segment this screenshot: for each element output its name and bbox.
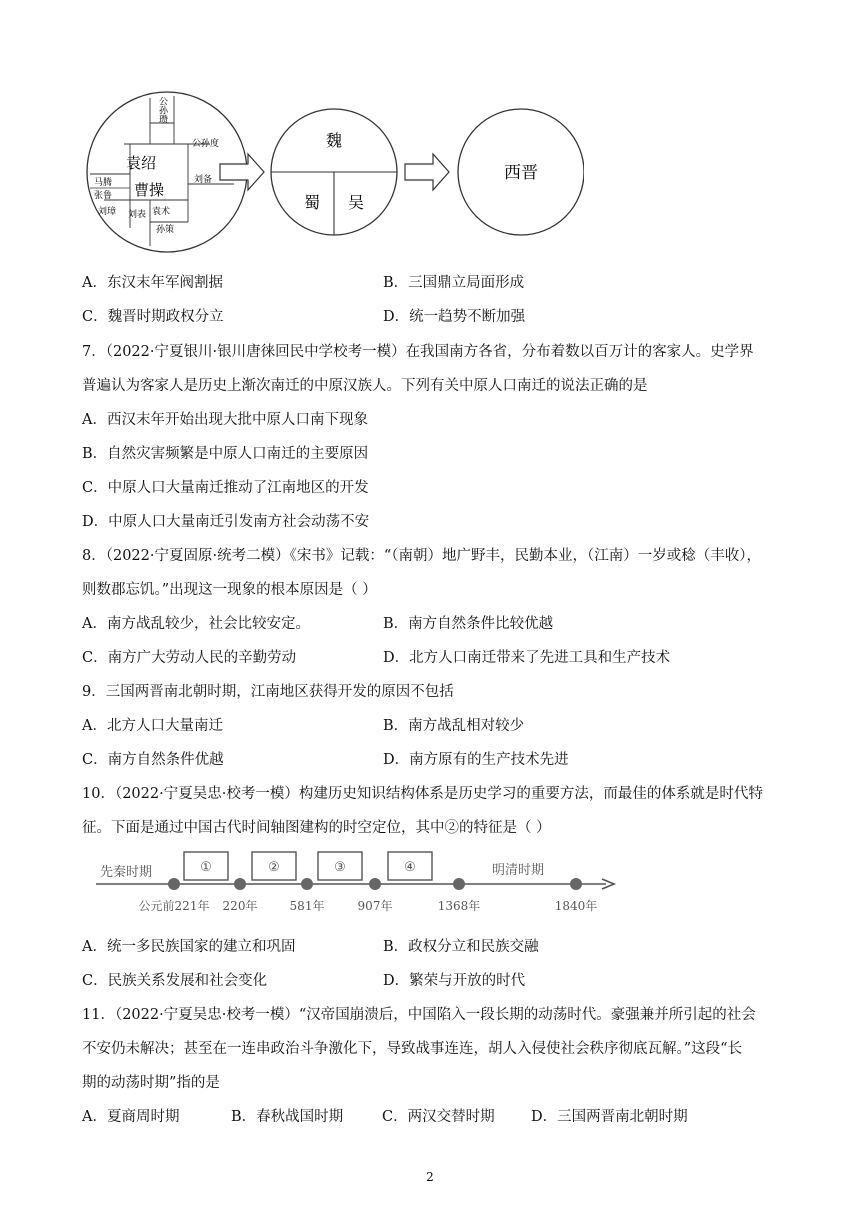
timeline-period-label: ① [200,860,212,875]
q11-stem: 不安仍未解决；甚至在一连串政治斗争激化下，导致战事连连，胡人入侵使社会秩序彻底瓦解。”这段“长 [82,1041,743,1057]
q6-option-b[interactable]: B．三国鼎立局面形成 [383,275,525,291]
wei-label: 魏 [325,131,343,150]
q7-option-b[interactable]: B．自然灾害频繁是中原人口南迁的主要原因 [82,446,369,462]
q7-stem: 7．（2022·宁夏银川·银川唐徕回民中学校考一模）在我国南方各省，分布着数以百万计的客家人。史学界 [82,344,754,360]
timeline-period-label: ② [268,860,280,875]
page-number: 2 [426,1170,434,1184]
warlord-yuanshao: 袁绍 [126,154,157,172]
timeline-dot [453,878,465,890]
arrow-right-icon [405,154,449,190]
timeline-period-label: ④ [404,860,416,875]
q9-option-d[interactable]: D．南方原有的生产技术先进 [383,752,569,768]
timeline-date-label: 907年 [357,899,393,913]
warlord-yuanshu: 袁术 [152,207,171,217]
timeline-dot [570,878,582,890]
q11-option-a[interactable]: A．夏商周时期 [82,1109,180,1125]
warlord-caocao: 曹操 [134,181,165,199]
three-kingdoms-circle [271,109,397,235]
gongsun-du-label: 公孙度 [192,139,220,149]
q11-option-c[interactable]: C．两汉交替时期 [382,1109,495,1125]
timeline-date-label: 220年 [222,899,258,913]
q6-option-d[interactable]: D．统一趋势不断加强 [383,309,526,325]
q8-option-d[interactable]: D．北方人口南迁带来了先进工具和生产技术 [383,650,671,666]
q8-option-a[interactable]: A．南方战乱较少，社会比较安定。 [82,616,310,632]
q9-option-b[interactable]: B．南方战乱相对较少 [383,718,525,734]
q7-option-c[interactable]: C．中原人口大量南迁推动了江南地区的开发 [82,480,369,496]
q6-figure [84,88,584,258]
q11-stem: 期的动荡时期”指的是 [82,1075,220,1091]
warlord-sunce: 孙策 [156,225,175,235]
q11-stem: 11．（2022·宁夏吴忠·校考一模）“汉帝国崩溃后，中国陷入一段长期的动荡时代。豪强兼并所引起的社会 [82,1007,756,1023]
q8-option-c[interactable]: C．南方广大劳动人民的辛勤劳动 [82,650,297,666]
q6-option-a[interactable]: A．东汉末年军阀割据 [82,275,223,291]
timeline-dot [301,878,313,890]
q11-option-b[interactable]: B．春秋战国时期 [231,1109,344,1125]
q7-option-d[interactable]: D．中原人口大量南迁引发南方社会动荡不安 [82,514,370,530]
wu-label: 吴 [347,193,365,212]
timeline-date-label: 1840年 [554,899,598,913]
q9-stem: 9．三国两晋南北朝时期，江南地区获得开发的原因不包括 [82,684,454,700]
timeline-dot [234,878,246,890]
q8-stem: 则数郡忘饥。”出现这一现象的根本原因是（ ） [82,582,377,598]
q10-stem: 征。下面是通过中国古代时间轴图建构的时空定位，其中②的特征是（ ） [82,820,551,836]
q10-option-a[interactable]: A．统一多民族国家的建立和巩固 [82,939,296,955]
q10-option-b[interactable]: B．政权分立和民族交融 [383,939,539,955]
q10-timeline [96,846,626,918]
western-jin-circle [458,109,584,235]
timeline-date-label: 公元前221年 [138,899,210,913]
warlord-liubiao: 刘表 [128,210,147,220]
warlord-liuzhang: 刘璋 [98,207,117,217]
q7-stem: 普遍认为客家人是历史上渐次南迁的中原汉族人。下列有关中原人口南迁的说法正确的是 [82,378,648,394]
timeline-date-label: 581年 [289,899,325,913]
shu-label: 蜀 [303,193,321,212]
gongsun-zan-label: 公孙瓒 [157,96,167,124]
timeline-period-label: ③ [334,860,346,875]
q10-option-d[interactable]: D．繁荣与开放的时代 [383,973,526,989]
q7-option-a[interactable]: A．西汉末年开始出现大批中原人口南下现象 [82,412,368,428]
q11-option-d[interactable]: D．三国两晋南北朝时期 [531,1109,688,1125]
q10-option-c[interactable]: C．民族关系发展和社会变化 [82,973,268,989]
arrow-right-icon [220,154,264,190]
western-jin-label: 西晋 [504,163,538,183]
q9-option-a[interactable]: A．北方人口大量南迁 [82,718,223,734]
q6-option-c[interactable]: C．魏晋时期政权分立 [82,309,224,325]
q8-stem: 8．（2022·宁夏固原·统考二模）《宋书》记载：“（南朝）地广野丰，民勤本业，（江南）一岁或稔（丰收）， [82,548,762,564]
timeline-right-label: 明清时期 [492,863,545,878]
q9-option-c[interactable]: C．南方自然条件优越 [82,752,224,768]
q8-option-b[interactable]: B．南方自然条件比较优越 [383,616,554,632]
warlord-zhanglu: 张鲁 [94,191,113,201]
timeline-dot [168,878,180,890]
timeline-date-label: 1368年 [437,899,481,913]
warlord-mateng: 马腾 [94,178,113,188]
timeline-dot [369,878,381,890]
warlord-liubei: 刘备 [194,175,213,185]
timeline-left-label: 先秦时期 [100,865,153,880]
q10-stem: 10．（2022·宁夏吴忠·校考一模）构建历史知识结构体系是历史学习的重要方法，而最佳的体系就是时代特 [82,786,763,802]
